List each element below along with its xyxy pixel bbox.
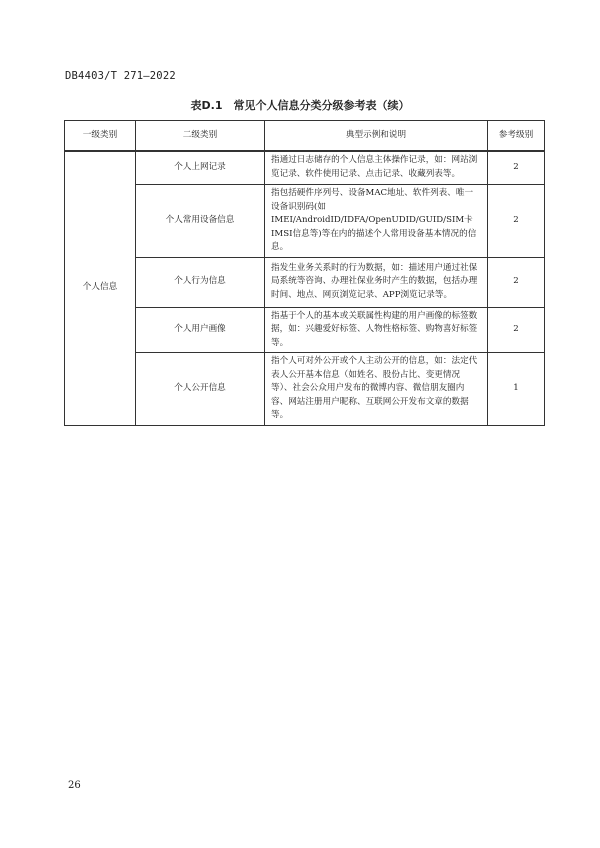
description-cell: 指个人可对外公开或个人主动公开的信息，如：法定代表人公开基本信息（如姓名、股份占比、变更情况等）、社会公众用户发布的微博内容、微信朋友圈内容、网站注册用户昵称、互联网公开发布文章的数据等。 xyxy=(265,353,488,426)
page-number: 26 xyxy=(68,780,81,791)
column-header-primary: 一级类别 xyxy=(65,121,136,151)
primary-category-cell: 个人信息 xyxy=(65,151,136,426)
secondary-category-cell: 个人公开信息 xyxy=(136,353,265,426)
secondary-category-cell: 个人上网记录 xyxy=(136,151,265,185)
table-header-row xyxy=(65,121,545,151)
table-row xyxy=(65,353,545,426)
level-cell: 2 xyxy=(488,257,545,307)
table-row xyxy=(65,257,545,307)
description-cell: 指基于个人的基本或关联属性构建的用户画像的标签数据，如：兴趣爱好标签、人物性格标签、购物喜好标签等。 xyxy=(265,307,488,353)
secondary-category-cell: 个人常用设备信息 xyxy=(136,185,265,258)
secondary-category-cell: 个人行为信息 xyxy=(136,257,265,307)
table-row xyxy=(65,151,545,185)
secondary-category-cell: 个人用户画像 xyxy=(136,307,265,353)
description-cell: 指通过日志储存的个人信息主体操作记录，如：网站浏览记录、软件使用记录、点击记录、收藏列表等。 xyxy=(265,151,488,185)
classification-table xyxy=(64,120,545,426)
column-header-secondary: 二级类别 xyxy=(136,121,265,151)
level-cell: 2 xyxy=(488,151,545,185)
document-code: DB4403/T 271—2022 xyxy=(65,70,176,82)
level-cell: 1 xyxy=(488,353,545,426)
table-row xyxy=(65,307,545,353)
level-cell: 2 xyxy=(488,185,545,258)
table-caption: 表D.1 常见个人信息分类分级参考表（续） xyxy=(190,99,410,112)
description-cell: 指包括硬件序列号、设备MAC地址、软件列表、唯一设备识别码(如IMEI/AndroidID/IDFA/OpenUDID/GUID/SIM卡IMSI信息等)等在内的描述个人常用设备基本情况的信息。 xyxy=(265,185,488,258)
description-cell: 指发生业务关系时的行为数据，如：描述用户通过社保局系统等咨询、办理社保业务时产生的数据，包括办理时间、地点、网页浏览记录、APP浏览记录等。 xyxy=(265,257,488,307)
table-row xyxy=(65,185,545,258)
level-cell: 2 xyxy=(488,307,545,353)
column-header-description: 典型示例和说明 xyxy=(265,121,488,151)
column-header-level: 参考级别 xyxy=(488,121,545,151)
